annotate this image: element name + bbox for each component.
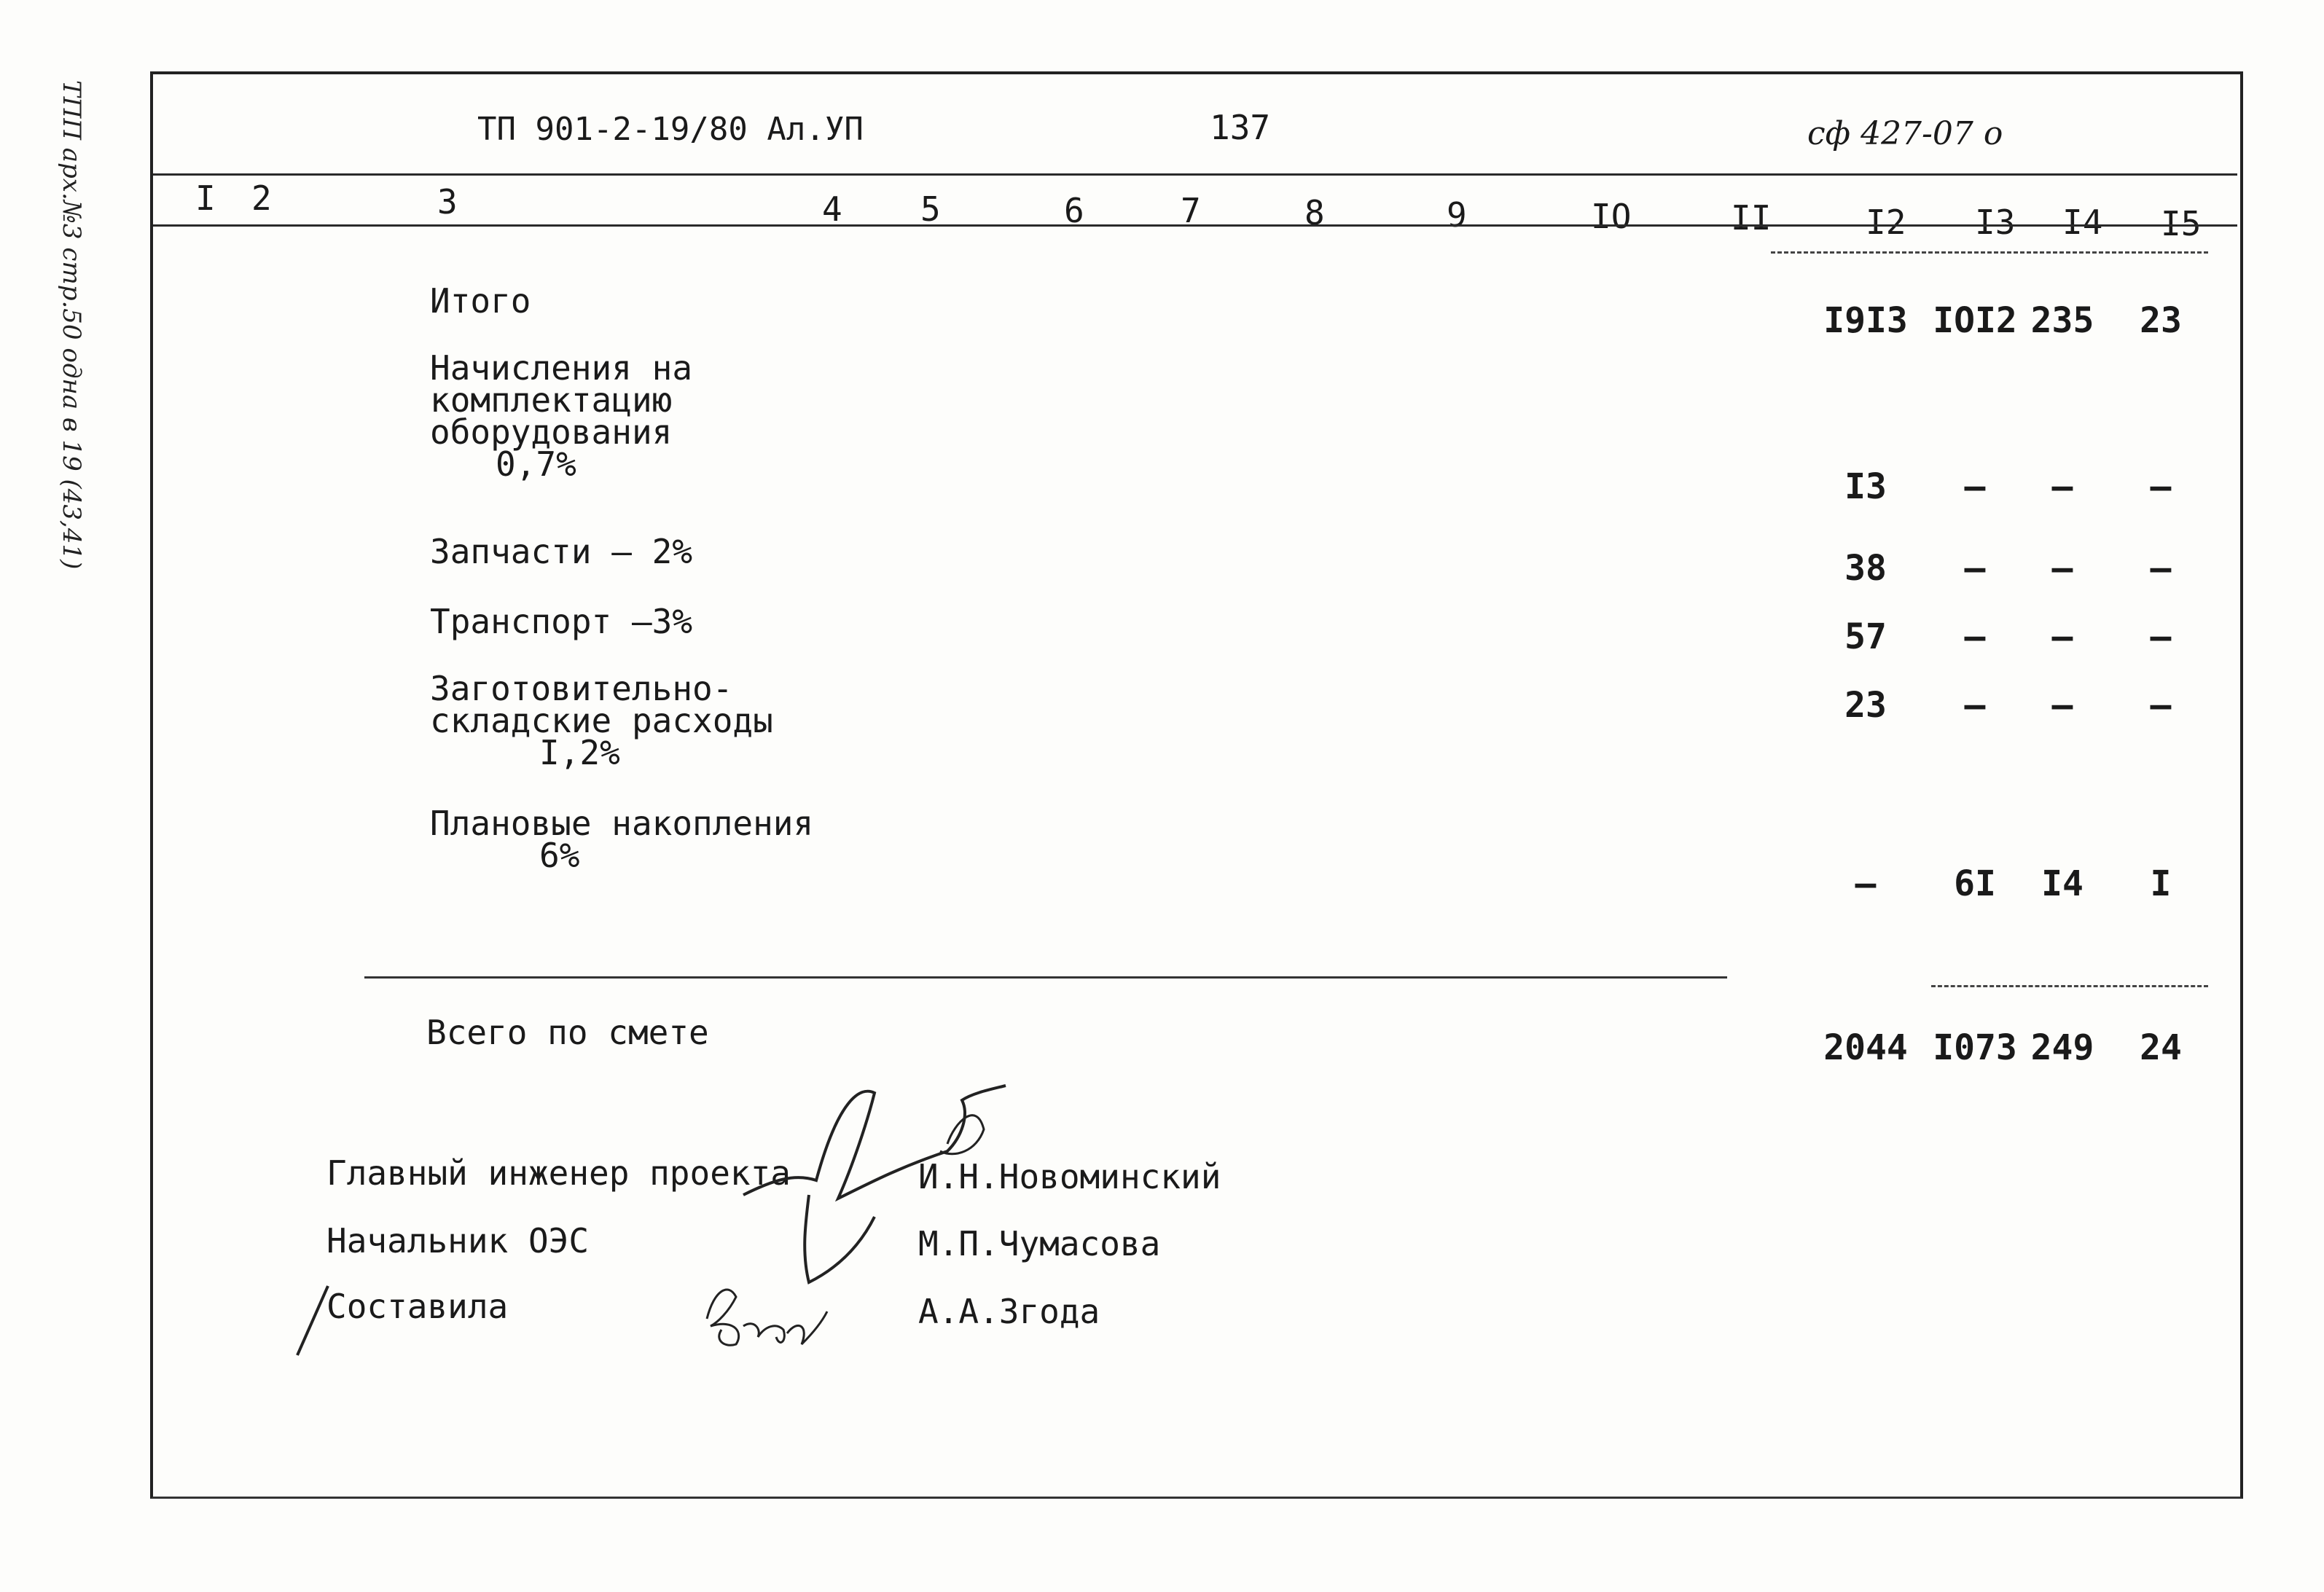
row-value-c14: – [2051, 685, 2073, 726]
row-value-c14: I4 [2041, 863, 2084, 904]
row-label-line: Начисления на [430, 348, 693, 388]
row-value-c12: I3 [1844, 466, 1887, 507]
total-c15: 24 [2140, 1027, 2182, 1068]
row-label-line: Итого [430, 281, 531, 321]
column-number: IO [1591, 197, 1632, 236]
column-number: 6 [1064, 191, 1084, 230]
row-label-line: Плановые накопления [430, 804, 814, 843]
row-value-c12: I9I3 [1823, 300, 1908, 341]
row-value-c14: 235 [2030, 300, 2094, 341]
row-value-c13: IOI2 [1933, 300, 2017, 341]
row-label-line: Транспорт –3% [430, 602, 693, 641]
column-number: II [1731, 198, 1772, 238]
row-value-c12: 57 [1844, 616, 1887, 657]
total-c13: I073 [1933, 1027, 2017, 1068]
row-value-c12: – [1855, 863, 1877, 904]
row-value-c13: – [1964, 616, 1986, 657]
name-chief-engineer: И.Н.Новоминский [918, 1157, 1221, 1196]
row-label-line: комплектацию [430, 380, 673, 420]
name-head-oes: М.П.Чумасова [918, 1224, 1161, 1263]
row-value-c12: 38 [1844, 548, 1887, 589]
margin-note: ТПП арх.№3 стр.50 одна в 19 (43,41) [57, 80, 86, 570]
column-underline [1771, 251, 2208, 254]
page-number: 137 [1210, 108, 1271, 147]
row-value-c15: – [2150, 616, 2172, 657]
row-value-c14: – [2051, 548, 2073, 589]
row-label-line: оборудования [430, 412, 673, 452]
role-compiled-by: Составила [326, 1287, 509, 1326]
row-value-c14: – [2051, 466, 2073, 507]
row-value-c13: 6I [1954, 863, 1996, 904]
row-value-c15: I [2150, 863, 2172, 904]
slash-mark [292, 1282, 335, 1362]
column-number: I4 [2062, 203, 2103, 242]
row-value-c15: – [2150, 685, 2172, 726]
compiler-signature [692, 1268, 838, 1355]
column-number: I2 [1866, 203, 1906, 242]
header-divider [153, 173, 2237, 176]
row-value-c14: – [2051, 616, 2073, 657]
role-head-oes: Начальник ОЭС [326, 1221, 590, 1260]
total-c12: 2044 [1823, 1027, 1908, 1068]
row-value-c13: – [1964, 548, 1986, 589]
column-number: I [195, 179, 216, 218]
row-label-line: 6% [539, 836, 580, 875]
column-number: 8 [1304, 193, 1325, 232]
column-number: 9 [1447, 195, 1467, 235]
doc-code: ТП 901-2-19/80 Ал.УП [477, 111, 864, 148]
row-label-line: Запчасти – 2% [430, 532, 693, 571]
role-chief-engineer: Главный инженер проекта [326, 1153, 791, 1193]
column-number: I5 [2161, 204, 2202, 243]
row-value-c15: – [2150, 548, 2172, 589]
column-number: 7 [1181, 191, 1201, 230]
total-separator-right [1931, 985, 2208, 987]
row-value-c13: – [1964, 685, 1986, 726]
row-value-c15: 23 [2140, 300, 2182, 341]
row-label-line: 0,7% [496, 444, 576, 484]
row-label-line: I,2% [539, 733, 620, 772]
total-c14: 249 [2030, 1027, 2094, 1068]
column-number: I3 [1975, 203, 2016, 242]
column-number: 5 [920, 189, 941, 229]
column-number: 4 [822, 189, 842, 229]
column-number: 2 [251, 179, 272, 218]
total-separator [364, 976, 1727, 979]
row-value-c15: – [2150, 466, 2172, 507]
column-divider [153, 224, 2237, 227]
column-number: 3 [437, 182, 458, 221]
name-compiled-by: А.А.Згода [918, 1292, 1100, 1331]
row-value-c12: 23 [1844, 685, 1887, 726]
stamp-note: сф 427-07 о [1807, 115, 2003, 152]
chief-engineer-signature [729, 1071, 1035, 1290]
row-label-line: складские расходы [430, 701, 773, 740]
row-value-c13: – [1964, 466, 1986, 507]
total-label: Всего по смете [426, 1013, 709, 1052]
row-label-line: Заготовительно- [430, 669, 733, 708]
